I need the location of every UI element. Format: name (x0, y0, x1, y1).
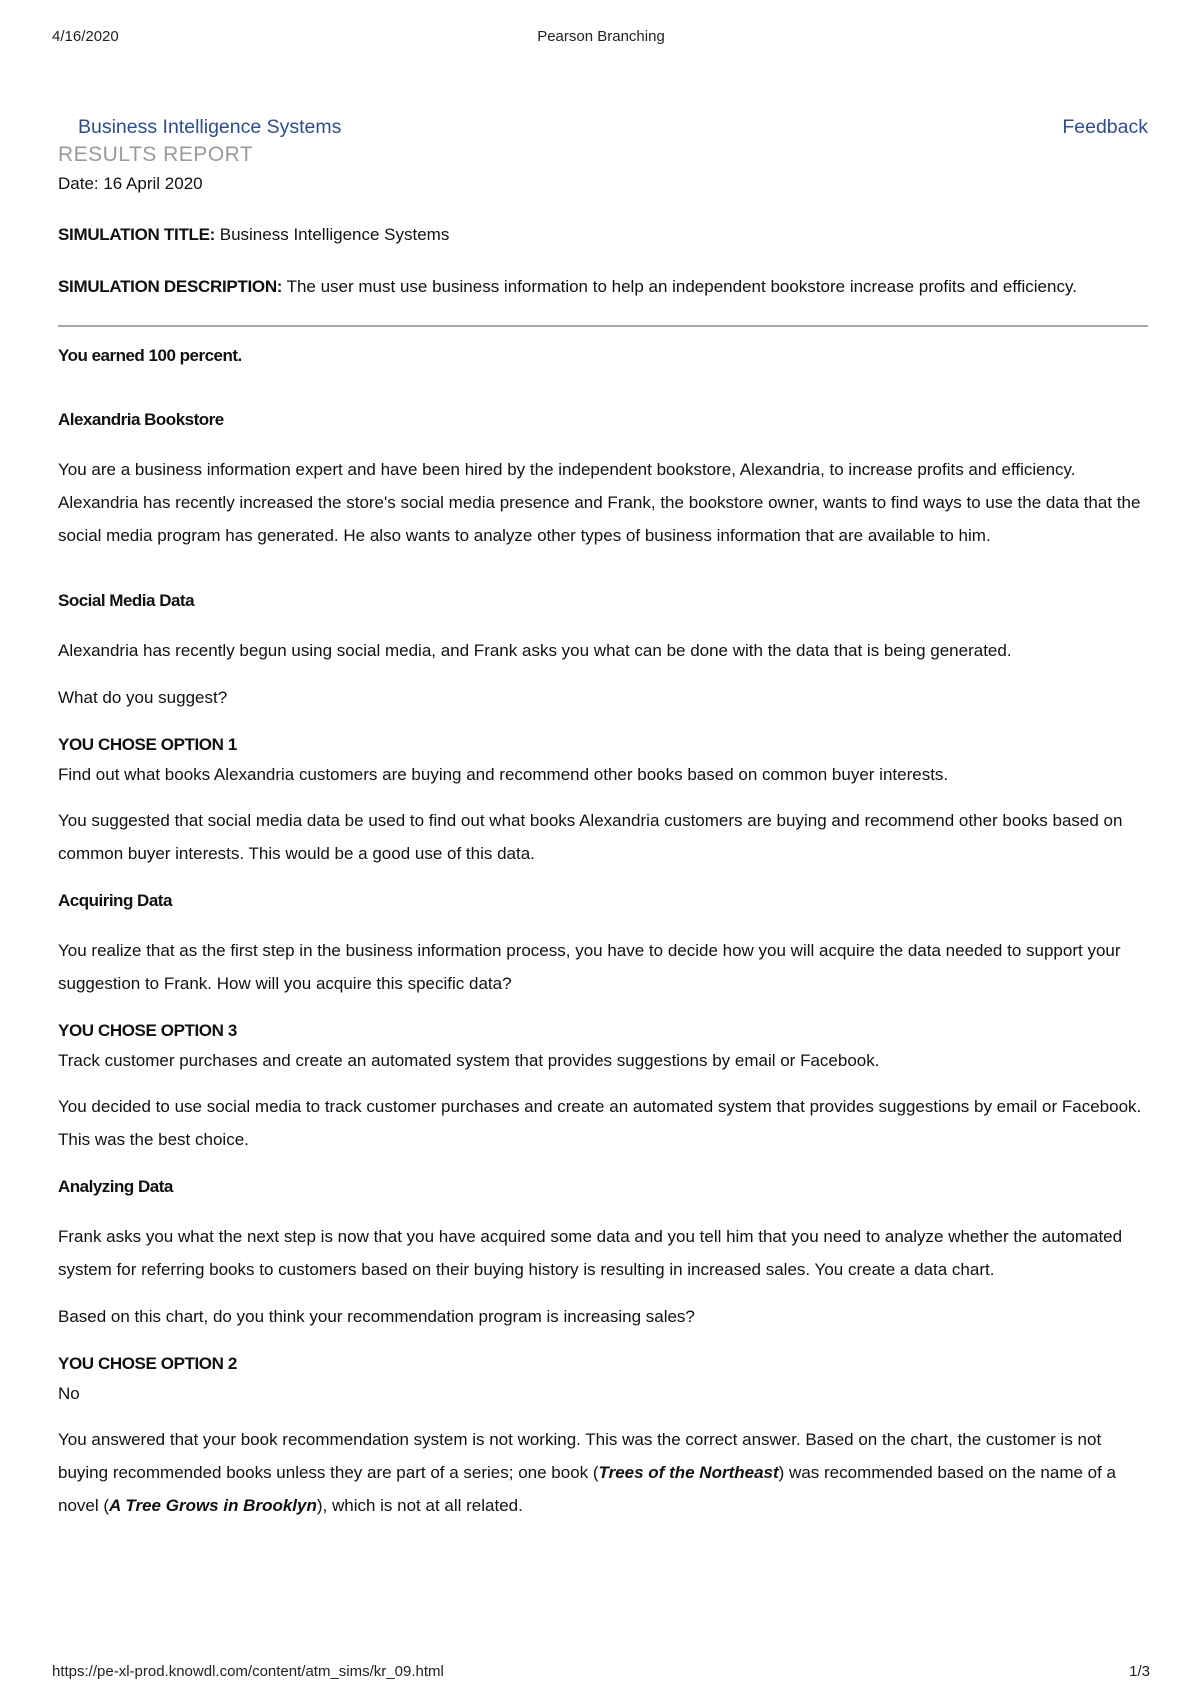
simulation-description-label: SIMULATION DESCRIPTION: (58, 277, 283, 296)
print-url: https://pe-xl-prod.knowdl.com/content/atm_sims/kr_09.html (52, 1663, 444, 1680)
print-footer (52, 1663, 1150, 1683)
acquiring-feedback: You decided to use social media to track customer purchases and create an automated system that provides suggestions by email or Facebook. This was the best choice. (58, 1097, 1142, 1149)
social-question: What do you suggest? (58, 688, 228, 707)
simulation-title-label: SIMULATION TITLE: (58, 225, 216, 244)
report-topbar (58, 112, 1148, 142)
report-content (58, 112, 1148, 1522)
section-title-intro: Alexandria Bookstore (58, 410, 224, 429)
analyzing-question: Based on this chart, do you think your recommendation program is increasing sales? (58, 1307, 695, 1326)
simulation-description (58, 272, 1148, 302)
app-title-link[interactable]: Business Intelligence Systems (78, 116, 342, 138)
section-title-social: Social Media Data (58, 591, 195, 610)
social-choice-text: Find out what books Alexandria customers are buying and recommend other books based on common buyer interests. (58, 765, 949, 784)
analyzing-choice-label: YOU CHOSE OPTION 2 (58, 1354, 237, 1373)
social-choice-label: YOU CHOSE OPTION 1 (58, 735, 237, 754)
feedback-link[interactable]: Feedback (1062, 116, 1148, 138)
social-text: Alexandria has recently begun using social media, and Frank asks you what can be done with the data that is being generated. (58, 641, 1012, 660)
acquiring-choice-text: Track customer purchases and create an automated system that provides suggestions by email or Facebook. (58, 1051, 880, 1070)
print-header (52, 28, 1150, 48)
print-title: Pearson Branching (537, 28, 665, 45)
print-page-number: 1/3 (1129, 1663, 1150, 1680)
score-text: You earned 100 percent. (58, 346, 242, 365)
section-title-acquiring: Acquiring Data (58, 891, 172, 910)
report-date: Date: 16 April 2020 (58, 174, 203, 193)
intro-text: You are a business information expert and have been hired by the independent bookstore, Alexandria, to increase profits and efficiency. Alexandria has recently increased the store's social media presence and Frank, the bookstore owner, wants to find ways to use the data that the social media program has generated. He also wants to analyze other types of business information that are available to him. (58, 460, 1141, 545)
simulation-title-value: Business Intelligence Systems (215, 225, 450, 244)
divider (58, 325, 1148, 327)
simulation-title (58, 220, 1148, 250)
print-date: 4/16/2020 (52, 28, 119, 45)
acquiring-choice-label: YOU CHOSE OPTION 3 (58, 1021, 237, 1040)
analyzing-text: Frank asks you what the next step is now that you have acquired some data and you tell him that you need to analyze whether the automated system for referring books to customers based on their buying history is resulting in increased sales. You create a data chart. (58, 1227, 1123, 1279)
simulation-description-value: The user must use business information to help an independent bookstore increase profits and efficiency. (282, 277, 1077, 296)
book-title-brooklyn: A Tree Grows in Brooklyn (109, 1496, 317, 1515)
social-feedback: You suggested that social media data be used to find out what books Alexandria customers are buying and recommend other books based on common buyer interests. This would be a good use of this data. (58, 811, 1123, 863)
section-title-analyzing: Analyzing Data (58, 1177, 173, 1196)
report-heading: RESULTS REPORT (58, 143, 254, 166)
acquiring-text: You realize that as the first step in the business information process, you have to decide how you will acquire the data needed to support your suggestion to Frank. How will you acquire this specific data? (58, 941, 1121, 993)
analyzing-choice-text: No (58, 1384, 80, 1403)
analyzing-feedback-part1: You answered that your book recommendation system is not working. This was the correct answer. Based on the chart, the customer is not buying recommended books unless they are part of a series; one book ( (58, 1430, 1102, 1482)
book-title-trees: Trees of the Northeast (598, 1463, 779, 1482)
analyzing-feedback (58, 1423, 1148, 1522)
analyzing-feedback-part3: ), which is not at all related. (316, 1496, 523, 1515)
analyzing-feedback-part2: ) was recommended based on the name of a novel ( (58, 1463, 1117, 1515)
